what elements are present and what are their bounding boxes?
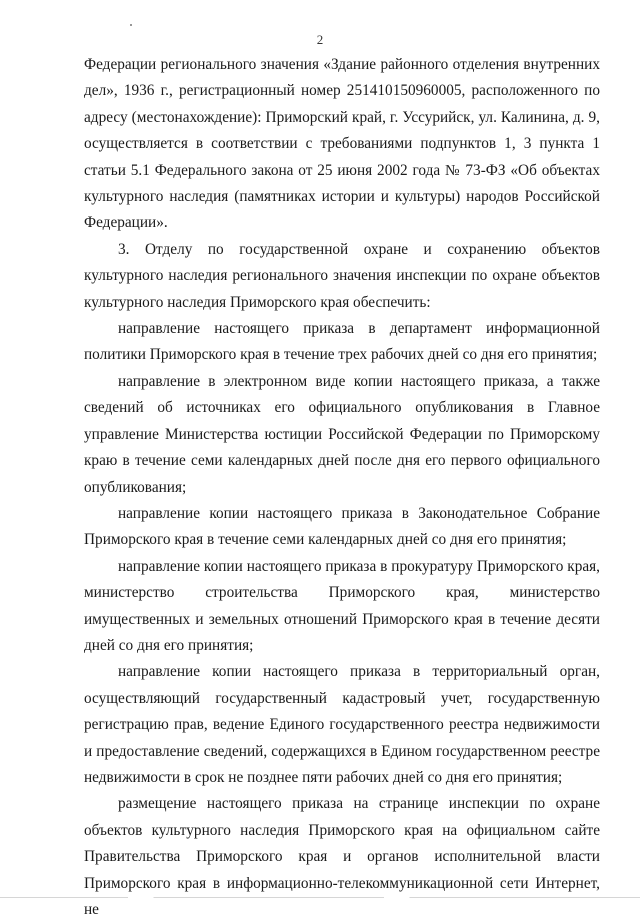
page-number: 2 xyxy=(316,32,324,47)
paragraph-ministry-justice: направление в электронном виде копии настоящего приказа, а также сведений об источниках его официального опубликования в Главное управление Министерства юстиции Российской Федерации по Приморскому краю в течение семи календарных дней после дня его первого официального опубликования; xyxy=(84,372,600,496)
paragraph-legislative-assembly: направление копии настоящего приказа в Законодательное Собрание Приморского края в течение семи календарных дней со дня его принятия; xyxy=(84,504,600,549)
paragraph-info-policy: направление настоящего приказа в департамент информационной политики Приморского края в течение трех рабочих дней со дня его принятия; xyxy=(84,320,600,364)
paragraph-cadastral: направление копии настоящего приказа в территориальный орган, осуществляющий государственный кадастровый учет, государственную регистрацию прав, ведение Единого государственного реестра недвижимости и предоставление сведений, содержащихся в Едином государственном реестре недвижимости в срок не позднее пяти рабочих дней со дня его принятия; xyxy=(84,663,600,786)
paragraph-prosecutor: направление копии настоящего приказа в прокуратуру Приморского края, министерство строительства Приморского края, министерство имущественных и земельных отношений Приморского края в течение десяти дней со дня его принятия; xyxy=(84,557,600,654)
scan-mark xyxy=(130,24,132,26)
paragraph-continuation: Федерации регионального значения «Здание районного отделения внутренних дел», 1936 г., регистрационный номер 251410150960005, расположенного по адресу (местонахождение): Приморский край, г. Уссурийск, ул. Калинина, д. 9, осуществляется в соответствии с требованиями подпунктов 1, 3 пункта 1 статьи 5.1 Федерального закона от 25 июня 2002 года № 73-ФЗ «Об объектах культурного наследия (памятниках истории и культуры) народов Российской Федерации». xyxy=(84,56,600,232)
document-body xyxy=(84,52,600,923)
scan-edge xyxy=(0,897,640,898)
paragraph-item-3: 3. Отделу по государственной охране и сохранению объектов культурного наследия регионального значения инспекции по охране объектов культурного наследия Приморского края обеспечить: xyxy=(84,240,600,311)
paragraph-website: размещение настоящего приказа на странице инспекции по охране объектов культурного наследия Приморского края на официальном сайте Правительства Приморского края и органов исполнительной власти Приморского края в информационно-телекоммуникационной сети Интернет, не xyxy=(84,795,600,918)
